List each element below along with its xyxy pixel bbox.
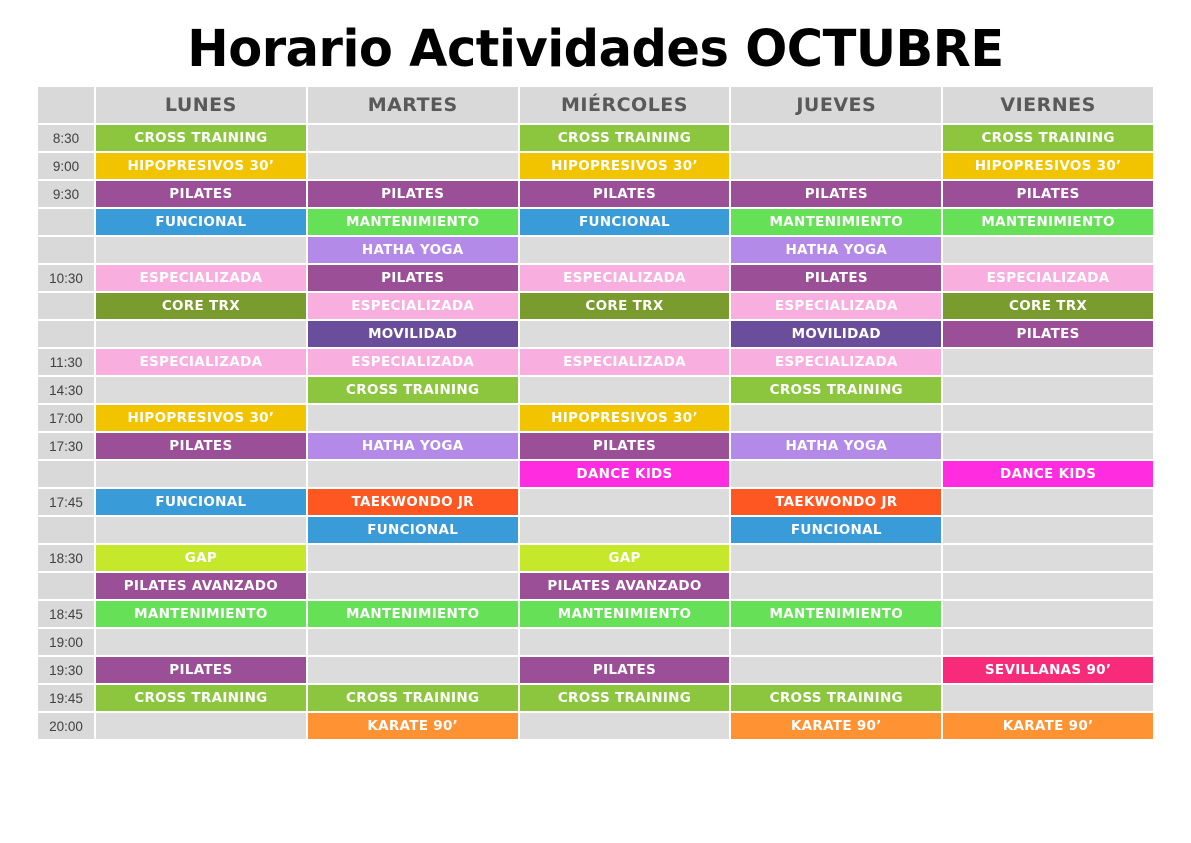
class-cell[interactable]: FUNCIONAL xyxy=(308,517,518,543)
empty-cell xyxy=(520,517,730,543)
class-cell[interactable]: MANTENIMIENTO xyxy=(943,209,1153,235)
time-label xyxy=(38,209,94,235)
class-cell[interactable]: PILATES xyxy=(96,181,306,207)
class-cell[interactable]: CORE TRX xyxy=(943,293,1153,319)
time-label: 9:00 xyxy=(38,153,94,179)
table-row xyxy=(38,629,1153,655)
time-label: 18:45 xyxy=(38,601,94,627)
time-label: 19:30 xyxy=(38,657,94,683)
class-cell[interactable]: ESPECIALIZADA xyxy=(308,349,518,375)
class-cell[interactable]: PILATES AVANZADO xyxy=(96,573,306,599)
class-cell[interactable]: ESPECIALIZADA xyxy=(943,265,1153,291)
empty-cell xyxy=(943,573,1153,599)
empty-cell xyxy=(520,489,730,515)
class-cell[interactable]: ESPECIALIZADA xyxy=(96,265,306,291)
class-cell[interactable]: FUNCIONAL xyxy=(96,209,306,235)
empty-cell xyxy=(943,685,1153,711)
time-label: 11:30 xyxy=(38,349,94,375)
class-cell[interactable]: FUNCIONAL xyxy=(731,517,941,543)
class-cell[interactable]: KARATE 90’ xyxy=(943,713,1153,739)
class-cell[interactable]: MANTENIMIENTO xyxy=(520,601,730,627)
table-row xyxy=(38,321,1153,347)
empty-cell xyxy=(96,713,306,739)
empty-cell xyxy=(520,321,730,347)
table-row xyxy=(38,349,1153,375)
time-label xyxy=(38,517,94,543)
empty-cell xyxy=(731,657,941,683)
time-label: 17:45 xyxy=(38,489,94,515)
class-cell[interactable]: HIPOPRESIVOS 30’ xyxy=(520,405,730,431)
class-cell[interactable]: HATHA YOGA xyxy=(731,237,941,263)
class-cell[interactable]: TAEKWONDO JR xyxy=(308,489,518,515)
class-cell[interactable]: GAP xyxy=(96,545,306,571)
class-cell[interactable]: MANTENIMIENTO xyxy=(96,601,306,627)
class-cell[interactable]: HIPOPRESIVOS 30’ xyxy=(943,153,1153,179)
class-cell[interactable]: PILATES xyxy=(520,181,730,207)
empty-cell xyxy=(96,377,306,403)
empty-cell xyxy=(308,405,518,431)
empty-cell xyxy=(308,629,518,655)
class-cell[interactable]: ESPECIALIZADA xyxy=(731,349,941,375)
empty-cell xyxy=(96,629,306,655)
empty-cell xyxy=(308,153,518,179)
class-cell[interactable]: HATHA YOGA xyxy=(731,433,941,459)
time-label xyxy=(38,321,94,347)
empty-cell xyxy=(943,349,1153,375)
class-cell[interactable]: ESPECIALIZADA xyxy=(308,293,518,319)
header-corner xyxy=(38,87,94,123)
time-label: 19:00 xyxy=(38,629,94,655)
class-cell[interactable]: MANTENIMIENTO xyxy=(731,209,941,235)
class-cell[interactable]: PILATES AVANZADO xyxy=(520,573,730,599)
class-cell[interactable]: ESPECIALIZADA xyxy=(96,349,306,375)
empty-cell xyxy=(96,461,306,487)
empty-cell xyxy=(731,545,941,571)
empty-cell xyxy=(731,153,941,179)
empty-cell xyxy=(520,629,730,655)
empty-cell xyxy=(943,489,1153,515)
time-label: 14:30 xyxy=(38,377,94,403)
table-row xyxy=(38,265,1153,291)
header-day-viernes: VIERNES xyxy=(943,87,1153,123)
class-cell[interactable]: PILATES xyxy=(308,181,518,207)
class-cell[interactable]: HIPOPRESIVOS 30’ xyxy=(520,153,730,179)
table-row xyxy=(38,573,1153,599)
header-day-miercoles: MIÉRCOLES xyxy=(520,87,730,123)
class-cell[interactable]: PILATES xyxy=(731,265,941,291)
class-cell[interactable]: CROSS TRAINING xyxy=(731,685,941,711)
schedule-table xyxy=(36,85,1155,741)
class-cell[interactable]: FUNCIONAL xyxy=(520,209,730,235)
empty-cell xyxy=(943,405,1153,431)
class-cell[interactable]: ESPECIALIZADA xyxy=(731,293,941,319)
empty-cell xyxy=(520,377,730,403)
class-cell[interactable]: GAP xyxy=(520,545,730,571)
empty-cell xyxy=(943,377,1153,403)
class-cell[interactable]: MOVILIDAD xyxy=(308,321,518,347)
empty-cell xyxy=(731,125,941,151)
class-cell[interactable]: PILATES xyxy=(520,657,730,683)
class-cell[interactable]: DANCE KIDS xyxy=(943,461,1153,487)
table-row xyxy=(38,685,1153,711)
table-row xyxy=(38,181,1153,207)
class-cell[interactable]: CROSS TRAINING xyxy=(520,125,730,151)
time-label: 17:30 xyxy=(38,433,94,459)
empty-cell xyxy=(943,237,1153,263)
empty-cell xyxy=(96,237,306,263)
time-label xyxy=(38,237,94,263)
table-row xyxy=(38,433,1153,459)
time-label: 19:45 xyxy=(38,685,94,711)
class-cell[interactable]: HIPOPRESIVOS 30’ xyxy=(96,405,306,431)
empty-cell xyxy=(308,125,518,151)
table-row xyxy=(38,657,1153,683)
table-row xyxy=(38,545,1153,571)
empty-cell xyxy=(520,237,730,263)
class-cell[interactable]: CROSS TRAINING xyxy=(308,377,518,403)
class-cell[interactable]: HATHA YOGA xyxy=(308,237,518,263)
empty-cell xyxy=(308,657,518,683)
schedule-body xyxy=(38,125,1153,739)
table-row xyxy=(38,405,1153,431)
header-day-martes: MARTES xyxy=(308,87,518,123)
header-day-lunes: LUNES xyxy=(96,87,306,123)
time-label: 20:00 xyxy=(38,713,94,739)
empty-cell xyxy=(96,321,306,347)
empty-cell xyxy=(731,405,941,431)
table-row xyxy=(38,489,1153,515)
empty-cell xyxy=(308,461,518,487)
class-cell[interactable]: PILATES xyxy=(96,657,306,683)
class-cell[interactable]: CROSS TRAINING xyxy=(520,685,730,711)
class-cell[interactable]: KARATE 90’ xyxy=(731,713,941,739)
table-row xyxy=(38,377,1153,403)
class-cell[interactable]: DANCE KIDS xyxy=(520,461,730,487)
class-cell[interactable]: MANTENIMIENTO xyxy=(731,601,941,627)
class-cell[interactable]: CORE TRX xyxy=(520,293,730,319)
table-row xyxy=(38,209,1153,235)
class-cell[interactable]: HIPOPRESIVOS 30’ xyxy=(96,153,306,179)
empty-cell xyxy=(943,517,1153,543)
time-label xyxy=(38,461,94,487)
table-row xyxy=(38,713,1153,739)
class-cell[interactable]: SEVILLANAS 90’ xyxy=(943,657,1153,683)
class-cell[interactable]: CROSS TRAINING xyxy=(731,377,941,403)
empty-cell xyxy=(731,461,941,487)
time-label: 18:30 xyxy=(38,545,94,571)
empty-cell xyxy=(308,573,518,599)
class-cell[interactable]: TAEKWONDO JR xyxy=(731,489,941,515)
class-cell[interactable]: CROSS TRAINING xyxy=(943,125,1153,151)
table-row xyxy=(38,601,1153,627)
class-cell[interactable]: MANTENIMIENTO xyxy=(308,601,518,627)
class-cell[interactable]: PILATES xyxy=(731,181,941,207)
table-row xyxy=(38,237,1153,263)
table-row xyxy=(38,125,1153,151)
time-label: 8:30 xyxy=(38,125,94,151)
time-label: 9:30 xyxy=(38,181,94,207)
class-cell[interactable]: CROSS TRAINING xyxy=(308,685,518,711)
empty-cell xyxy=(943,433,1153,459)
empty-cell xyxy=(731,629,941,655)
class-cell[interactable]: ESPECIALIZADA xyxy=(520,349,730,375)
table-row xyxy=(38,153,1153,179)
class-cell[interactable]: PILATES xyxy=(943,181,1153,207)
empty-cell xyxy=(731,573,941,599)
empty-cell xyxy=(943,629,1153,655)
class-cell[interactable]: FUNCIONAL xyxy=(96,489,306,515)
class-cell[interactable]: CORE TRX xyxy=(96,293,306,319)
class-cell[interactable]: MANTENIMIENTO xyxy=(308,209,518,235)
class-cell[interactable]: KARATE 90’ xyxy=(308,713,518,739)
table-row xyxy=(38,517,1153,543)
empty-cell xyxy=(520,713,730,739)
empty-cell xyxy=(96,517,306,543)
empty-cell xyxy=(943,545,1153,571)
empty-cell xyxy=(308,545,518,571)
class-cell[interactable]: HATHA YOGA xyxy=(308,433,518,459)
table-row xyxy=(38,461,1153,487)
time-label xyxy=(38,293,94,319)
class-cell[interactable]: MOVILIDAD xyxy=(731,321,941,347)
table-row xyxy=(38,293,1153,319)
class-cell[interactable]: PILATES xyxy=(943,321,1153,347)
class-cell[interactable]: PILATES xyxy=(96,433,306,459)
class-cell[interactable]: PILATES xyxy=(308,265,518,291)
header-day-jueves: JUEVES xyxy=(731,87,941,123)
class-cell[interactable]: CROSS TRAINING xyxy=(96,685,306,711)
empty-cell xyxy=(943,601,1153,627)
time-label xyxy=(38,573,94,599)
class-cell[interactable]: PILATES xyxy=(520,433,730,459)
time-label: 17:00 xyxy=(38,405,94,431)
table-header-row xyxy=(38,87,1153,123)
class-cell[interactable]: CROSS TRAINING xyxy=(96,125,306,151)
page-title: Horario Actividades OCTUBRE xyxy=(187,20,1004,79)
time-label: 10:30 xyxy=(38,265,94,291)
class-cell[interactable]: ESPECIALIZADA xyxy=(520,265,730,291)
